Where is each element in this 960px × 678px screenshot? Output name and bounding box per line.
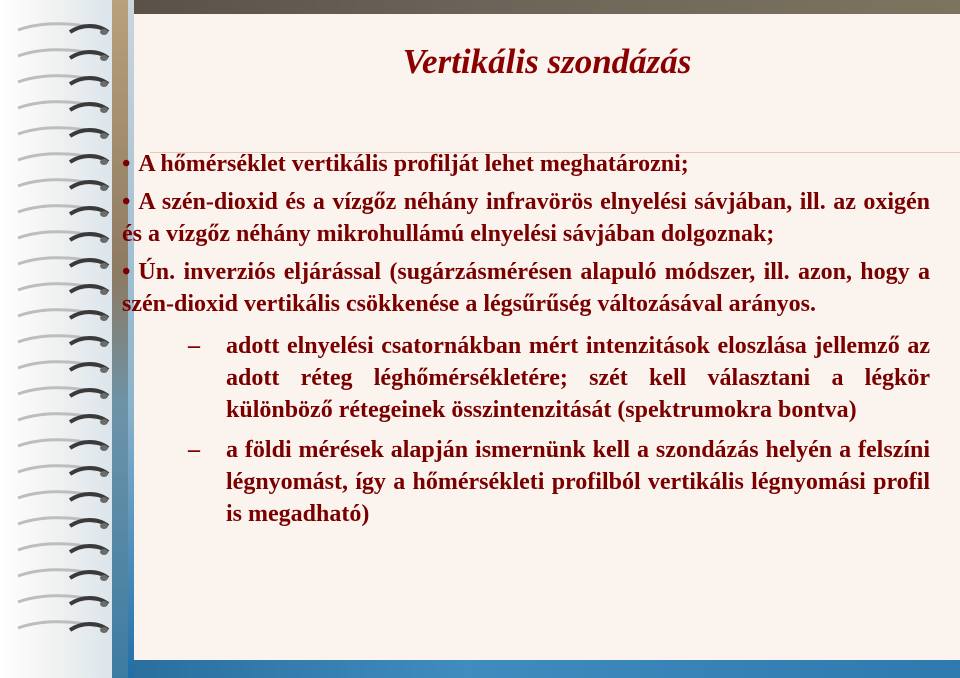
bullet-icon: • [122, 259, 131, 285]
sub-item [188, 434, 930, 530]
slide-content [122, 148, 930, 530]
bullet-item [122, 186, 930, 250]
bottom-strip [134, 660, 960, 678]
top-strip [134, 0, 960, 14]
sub-item-text: a földi mérések alapján ismernünk kell a szondázás helyén a felszíni légnyomást, így a hőmérsékleti profilból vertikális légnyomási profil is megadható) [226, 437, 930, 527]
bullet-item [122, 256, 930, 320]
bullet-text: A hőmérséklet vertikális profilját lehet meghatározni; [138, 151, 689, 177]
sub-item-text: adott elnyelési csatornákban mért intenzitások eloszlása jellemző az adott réteg léghőmérsékletére; szét kell választani a légkör különböző rétegeinek összintenzitását (spektrumokra bontva) [226, 333, 930, 423]
dash-icon: – [188, 437, 200, 463]
bullet-icon: • [122, 151, 131, 177]
bullet-icon: • [122, 189, 131, 215]
slide-title: Vertikális szondázás [402, 42, 692, 81]
spiral-binding-icon [0, 0, 112, 660]
dash-icon: – [188, 333, 200, 359]
bullet-text: Ún. inverziós eljárással (sugárzásmérésen alapuló módszer, ill. azon, hogy a szén-dioxid vertikális csökkenése a légsűrűség változásával arányos. [122, 259, 930, 317]
bullet-item [122, 148, 930, 180]
bullet-text: A szén-dioxid és a vízgőz néhány infravörös elnyelési sávjában, ill. az oxigén és a vízgőz néhány mikrohullámú elnyelési sávjában dolgoznak; [122, 189, 930, 247]
sub-item [188, 330, 930, 426]
